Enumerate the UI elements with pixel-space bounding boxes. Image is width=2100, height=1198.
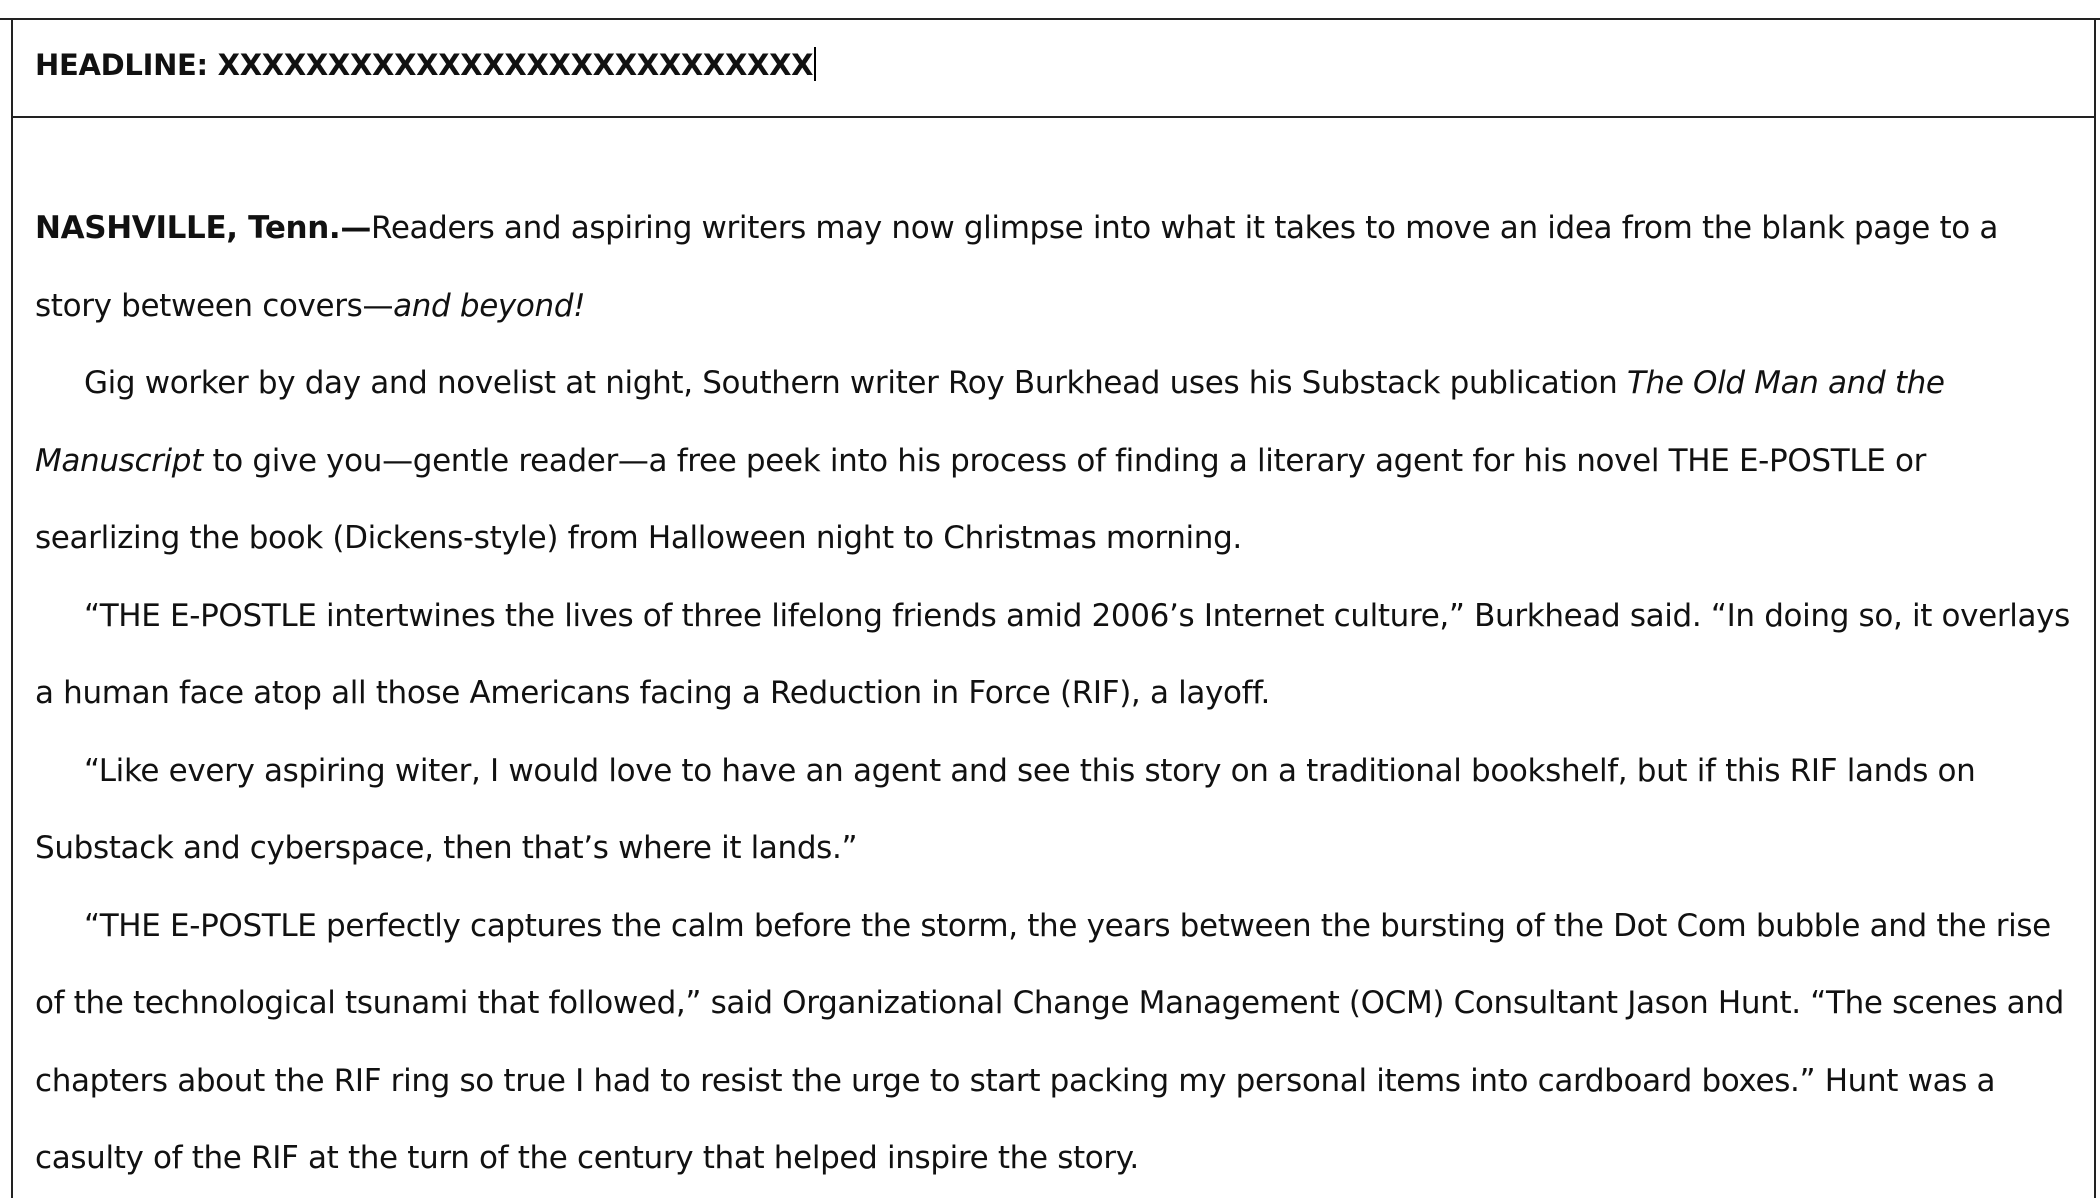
headline-line[interactable] [35,47,816,82]
paragraph-5: “THE E-POSTLE perfectly captures the calm before the storm, the years between the bursting of the Dot Com bubble and the rise of the technological tsunami that followed,” said Organizational Change Management (OCM) Consultant Jason Hunt. “The scenes and chapters about the RIF ring so true I had to resist the urge to start packing my personal items into cardboard boxes.” Hunt was a casulty of the RIF at the turn of the century that helped inspire the story. [35,907,2064,1176]
text-cursor [814,47,816,81]
paragraph-1-text: Readers and aspiring writers may now glimpse into what it takes to move an idea from the blank page to a story between covers— [35,210,1999,324]
dateline: NASHVILLE, Tenn.— [35,210,372,246]
paragraph-2-text-after: to give you—gentle reader—a free peek into his process of finding a literary agent for his novel THE E-POSTLE or searlizing the book (Dickens-style) from Halloween night to Christmas morning. [35,442,1926,556]
paragraph-2-text-before: Gig worker by day and novelist at night, Southern writer Roy Burkhead uses his Substack publication [84,365,1627,401]
paragraph-1 [35,190,2075,345]
article-body[interactable] [35,190,2075,1198]
headline-label: HEADLINE: [35,48,208,82]
headline-value[interactable]: XXXXXXXXXXXXXXXXXXXXXXXXXXX [217,48,814,82]
paragraph-1-emphasis: and beyond! [393,287,586,324]
publication-title: The Old Man and the Manuscript [35,365,1945,479]
paragraph-3: “THE E-POSTLE intertwines the lives of three lifelong friends amid 2006’s Internet culture,” Burkhead said. “In doing so, it overlays a human face atop all those Americans facing a Reduction in Force (RIF), a layoff. [35,597,2070,711]
paragraph-2 [35,345,2075,578]
paragraph-4: “Like every aspiring witer, I would love to have an agent and see this story on a traditional bookshelf, but if this RIF lands on Substack and cyberspace, then that’s where it lands.” [35,752,1976,866]
headline-field[interactable] [11,18,2096,118]
